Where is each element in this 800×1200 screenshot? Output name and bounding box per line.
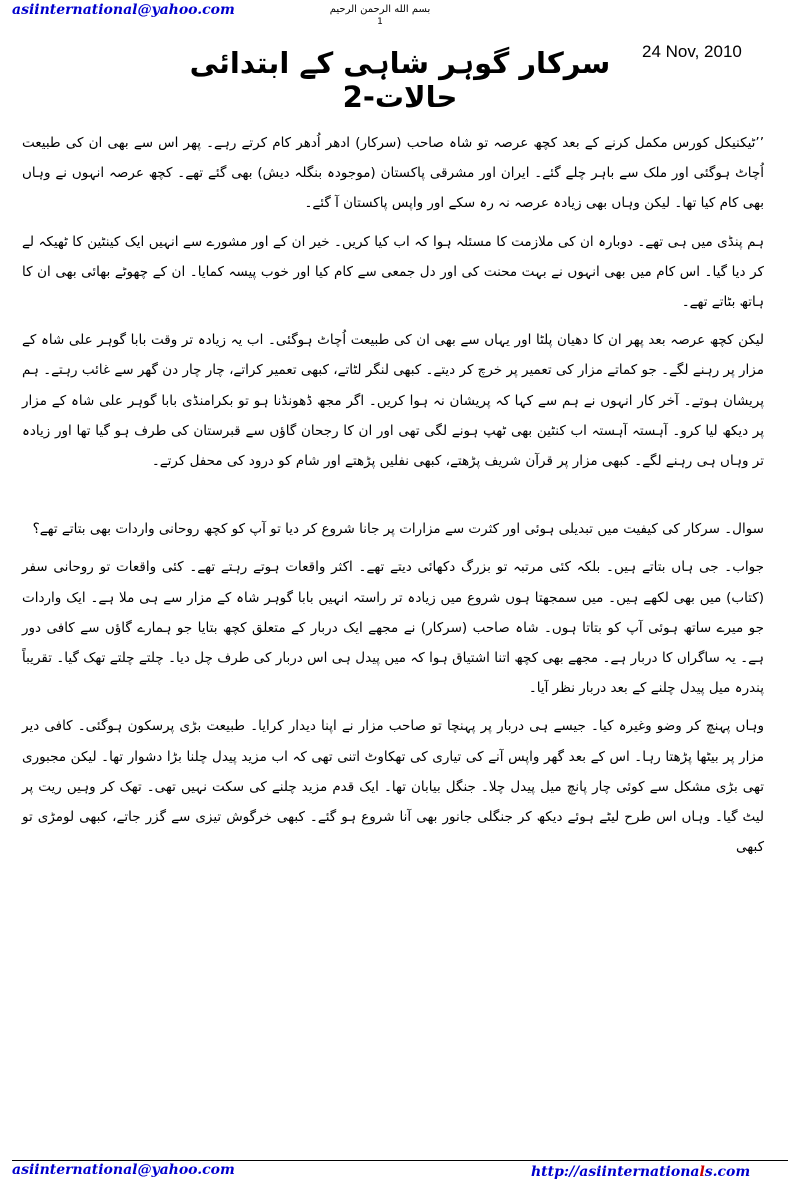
answer-paragraph: جواب۔ جی ہاں بتاتے ہیں۔ بلکہ کئی مرتبہ تو بزرگ دکھائی دیتے تھے۔ اکثر واقعات ہوتے رہتے تھے۔ کئی واقعات تو روحانی سفر (کتاب) میں بھی لکھے ہیں۔ میں سمجھتا ہوں شروع میں زیادہ تر راستہ انہیں بابا گوہر شاہ کے مزار سے ہی ملا ہے۔ ایک واردات جو میرے ساتھ ہوئی آپ کو بتاتا ہوں۔ شاہ صاحب (سرکار) نے مجھے ایک دربار کے متعلق کچھ بتایا جو ہمارے گاؤں سے کافی دور ہے۔ یہ ساگراں کا دربار ہے۔ مجھے بھی کچھ اتنا اشتیاق ہوا کہ میں پیدل ہی اس دربار کی طرف چل دیا۔ چلتے چلتے تھک گیا۔ تقریباً پندرہ میل پیدل چلنے کے بعد دربار نظر آیا۔: [22, 559, 764, 697]
publish-date: 24 Nov, 2010: [642, 42, 742, 61]
footer-divider: [12, 1160, 788, 1161]
article-body: [22, 128, 764, 870]
paragraph: لیکن کچھ عرصہ بعد پھر ان کا دھیان پلٹا اور یہاں سے بھی ان کی طبیعت اُچاٹ ہوگئی۔ اب یہ زیادہ تر وقت بابا گوہر علی شاہ کے مزار پر رہنے لگے۔ جو کماتے مزار کی تعمیر پر خرچ کر دیتے۔ کبھی لنگر لٹاتے، کبھی تعمیر کراتے، چار چار دن گھر سے غائب رہتے۔ ہم پریشان ہوتے۔ آخر کار انہوں نے ہم سے کہا کہ پریشان نہ ہوا کریں۔ اگر مجھ ڈھونڈنا ہو تو بکرامنڈی بابا گوہر علی شاہ کے مزار پر دیکھ لیا کرو۔ آہستہ آہستہ اب کنٹین بھی ٹھپ ہونے لگی تھی اور ان کا رجحان گاؤں سے قبرستان کی طرف ہو گیا تھا اور زیادہ تر وہاں ہی رہنے لگے۔ کبھی مزار پر قرآن شریف پڑھتے، کبھی نفلیں پڑھتے اور شام کو درود کی محفل کرتے۔: [22, 332, 764, 470]
header-email[interactable]: asiinternational@yahoo.com: [12, 2, 235, 18]
question-paragraph: سوال۔ سرکار کی کیفیت میں تبدیلی ہوئی اور کثرت سے مزارات پر جانا شروع کر دیا تو آپ کو کچھ روحانی واردات بھی بتاتے تھے؟: [32, 521, 764, 538]
footer-url-suffix: s.com: [704, 1164, 751, 1180]
footer-url[interactable]: [531, 1164, 750, 1180]
footer-url-highlight: l: [699, 1164, 705, 1180]
bismillah: بسم الله الرحمن الرحیم: [329, 4, 431, 15]
paragraph: وہاں پہنچ کر وضو وغیرہ کیا۔ جیسے ہی دربار پر پہنچا تو صاحب مزار نے اپنا دیدار کرایا۔ طبیعت بڑی پرسکون ہوگئی۔ کافی دیر مزار پر بیٹھا پڑھتا رہا۔ اس کے بعد گھر واپس آنے کی تیاری کی تھکاوٹ اتنی تھی کہ اب مزید پیدل چلنا بڑا دشوار تھا۔ لیکن مجبوری تھی بڑی مشکل سے کوئی چار پانچ میل پیدل چلا۔ جنگل بیابان تھا۔ ایک قدم مزید چلنے کی سکت نہیں تھی۔ تھک کر وہیں ریت پر لیٹ گیا۔ وہاں اس طرح لیٹے ہوئے دیکھ کر جنگلی جانور بھی آنا شروع ہو گئے۔ کبھی خرگوش تیزی سے گزر جاتے، کبھی لومڑی تو کبھی: [22, 718, 764, 856]
paragraph: ہم پنڈی میں ہی تھے۔ دوبارہ ان کی ملازمت کا مسئلہ ہوا کہ اب کیا کریں۔ خیر ان کے اور مشورے سے انہیں ایک کینٹین کا ٹھیکہ لے کر دیا گیا۔ اس کام میں بھی انہوں نے بہت محنت کی اور دل جمعی سے کام کیا اور خوب پیسہ کمایا۔ ان کے چھوٹے بھائی بھی ان کا ہاتھ بٹاتے تھے۔: [22, 233, 764, 311]
paragraph: ’’ٹیکنیکل کورس مکمل کرنے کے بعد کچھ عرصہ تو شاہ صاحب (سرکار) ادھر اُدھر کام کرتے رہے۔ پھر اس سے بھی ان کی طبیعت اُچاٹ ہوگئی اور ملک سے باہر چلے گئے۔ ایران اور مشرقی پاکستان (موجودہ بنگلہ دیش) بھی گئے تھے۔ کچھ عرصہ انہوں نے وہاں بھی کام کیا تھا۔ لیکن وہاں بھی زیادہ عرصہ نہ رہ سکے اور واپس پاکستان آ گئے۔: [22, 135, 764, 212]
page-number: 1: [377, 17, 383, 27]
footer-url-prefix: http://asiinternationa: [531, 1164, 700, 1180]
page-title: سرکار گوہر شاہی کے ابتدائی حالات-2: [189, 46, 611, 114]
footer-email[interactable]: asiinternational@yahoo.com: [12, 1162, 235, 1178]
